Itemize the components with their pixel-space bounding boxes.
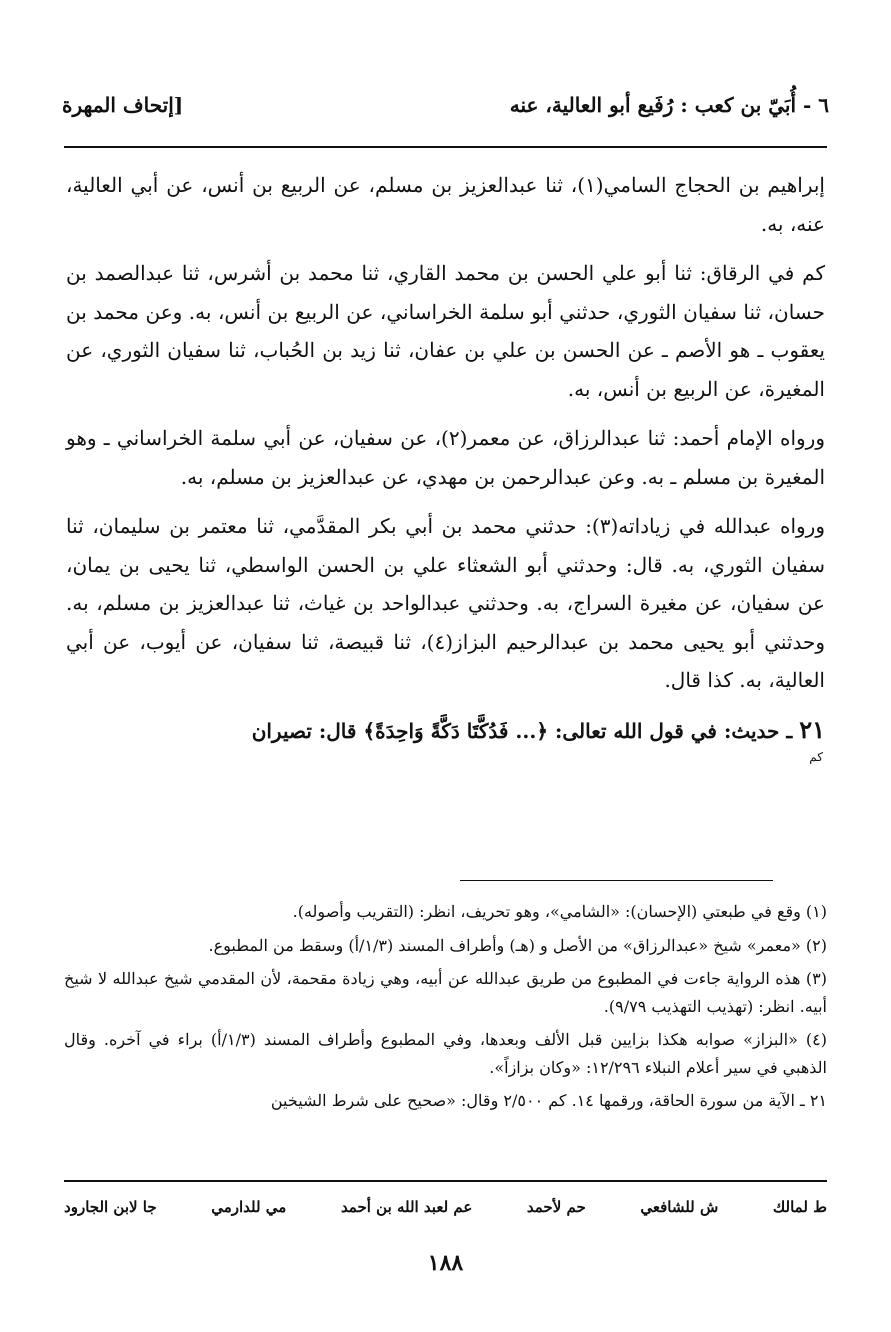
sigla-item: عم لعبد الله بن أحمد <box>340 1198 473 1216</box>
sigla-item: ط لمالك <box>772 1198 827 1216</box>
sigla-item: جا لابن الجارود <box>64 1198 157 1216</box>
footnotes <box>64 898 827 1121</box>
footnote: (٤) «البزاز» صوابه هكذا بزايين قبل الألف وبعدها، وفي المطبوع وأطراف المسند (١/٣/أ) براء في آخره. وقال الذهبي في سير أعلام النبلاء ١٢/٢٩٦: «وكان بزازاً». <box>64 1030 827 1077</box>
main-text <box>66 166 825 764</box>
page-number: ١٨٨ <box>427 1250 464 1276</box>
sigla-item: ش للشافعي <box>640 1198 719 1216</box>
sigla-legend <box>64 1198 827 1216</box>
hadith-label: ـ حديث: <box>723 718 793 743</box>
book-title: [إتحاف المهرة <box>62 93 184 117</box>
hadith-heading <box>66 711 825 750</box>
sigla-rule <box>64 1180 827 1182</box>
footnote: (١) وقع في طبعتي (الإحسان): «الشامي»، وهو تحريف، انظر: (التقريب وأصوله). <box>292 902 827 921</box>
running-header <box>62 85 829 125</box>
paragraph: ورواه الإمام أحمد: ثنا عبدالرزاق، عن معمر(٢)، عن سفيان، عن أبي سلمة الخراساني ـ وهو المغيرة بن مسلم ـ به. وعن عبدالرحمن بن مهدي، عن عبدالعزيز بن مسلم، به. <box>66 426 825 489</box>
footnote: (٣) هذه الرواية جاءت في المطبوع من طريق عبدالله عن أبيه، وهي زيادة مقحمة، لأن المقدمي شيخ عبدالله لا شيخ أبيه. انظر: (تهذيب التهذيب ٩/٧٩). <box>64 969 828 1016</box>
paragraph: ورواه عبدالله في زياداته(٣): حدثني محمد بن أبي بكر المقدَّمي، ثنا معتمر بن سليمان، ثنا سفيان الثوري، به. قال: وحدثني أبو الشعثاء علي بن الحسن الواسطي، ثنا يحيى بن يمان، عن سفيان، عن مغيرة السراج، به. وحدثني عبدالواحد بن غياث، ثنا عبدالعزيز بن مسلم، به. وحدثني أبو يحيى محمد بن عبدالرحيم البزاز(٤)، ثنا قبيصة، ثنا سفيان، عن أيوب، عن أبي العالية، به. كذا قال. <box>66 514 825 692</box>
footnote-rule <box>460 880 773 881</box>
hadith-text: في قول الله تعالى: ﴿... فَدُكَّتَا دَكَّةً وَاحِدَةً﴾ قال: تصيران <box>251 718 717 743</box>
header-rule <box>64 146 827 148</box>
hadith-number: ٢١ <box>799 714 825 744</box>
sigla-item: حم لأحمد <box>526 1198 586 1216</box>
continuation-marker: كم <box>809 749 823 764</box>
sigla-item: مي للدارمي <box>211 1198 287 1216</box>
paragraph: كم في الرقاق: ثنا أبو علي الحسن بن محمد القاري، ثنا محمد بن أشرس، ثنا عبدالصمد بن حسان، ثنا سفيان الثوري، حدثني أبو سلمة الخراساني، عن الربيع بن أنس، به. وعن محمد بن يعقوب ـ هو الأصم ـ عن الحسن بن علي بن عفان، ثنا زيد بن الحُباب، ثنا سفيان الثوري، عن المغيرة، عن الربيع بن أنس، به. <box>66 261 825 401</box>
footnote: ٢١ ـ الآية من سورة الحاقة، ورقمها ١٤. كم ٢/٥٠٠ وقال: «صحيح على شرط الشيخين <box>270 1091 827 1110</box>
chapter-title: ٦ - أُبَيّ بن كعب : رُفَيع أبو العالية، عنه <box>509 93 829 117</box>
paragraph: إبراهيم بن الحجاج السامي(١)، ثنا عبدالعزيز بن مسلم، عن الربيع بن أنس، عن أبي العالية، عنه، به. <box>66 173 825 236</box>
footnote: (٢) «معمر» شيخ «عبدالرزاق» من الأصل و (هـ) وأطراف المسند (١/٣/أ) وسقط من المطبوع. <box>208 935 827 955</box>
